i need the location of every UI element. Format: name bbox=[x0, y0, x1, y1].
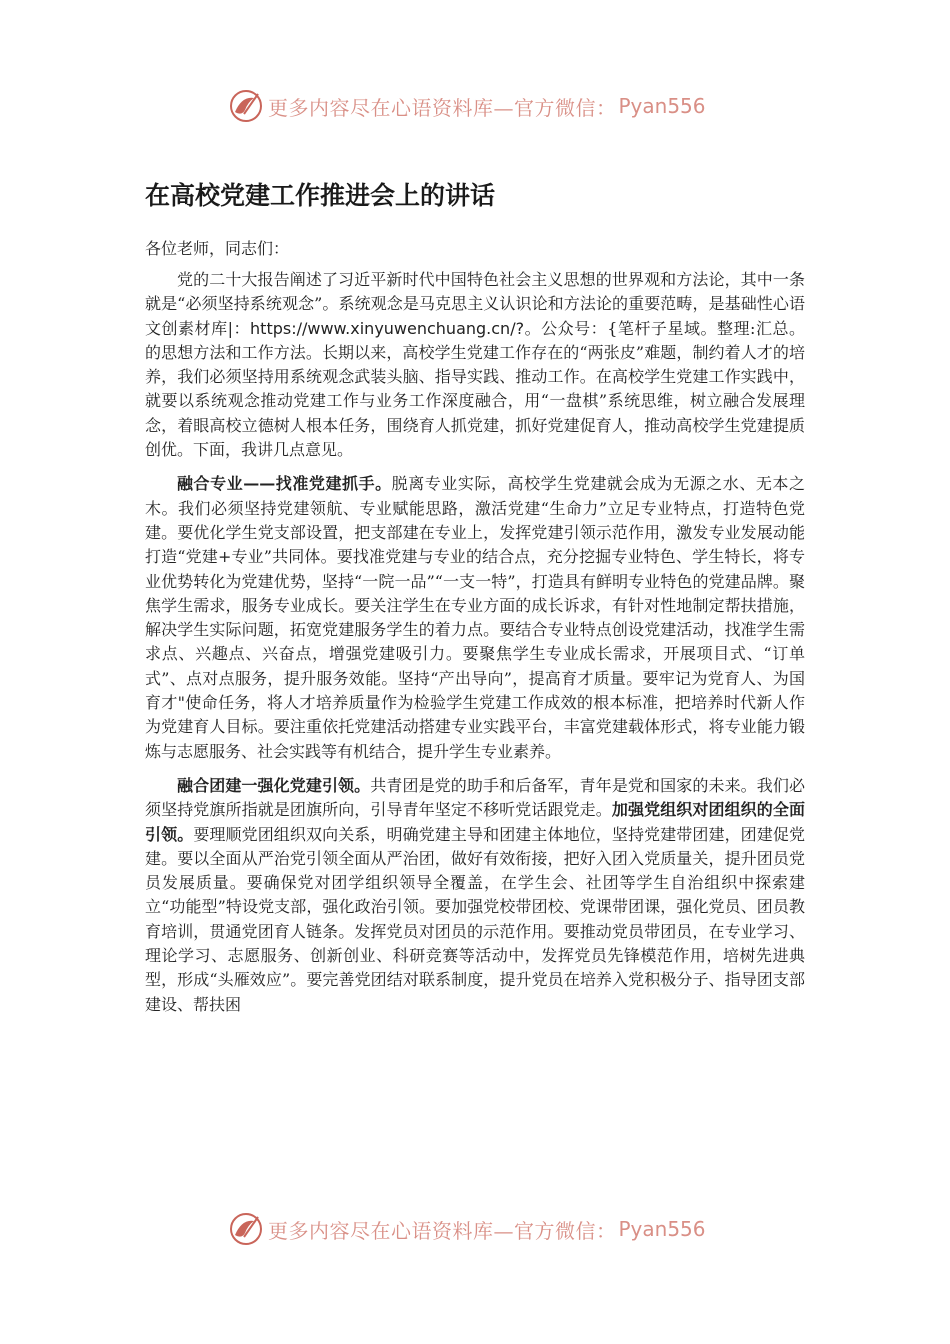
source-url: https://www.xinyuwenchuang.cn/? bbox=[250, 318, 525, 338]
logo-icon bbox=[228, 88, 264, 124]
banner-text: 更多内容尽在心语资料库—官方微信： bbox=[268, 95, 617, 120]
section-heading-league: 融合团建一强化党建引领。 bbox=[177, 775, 371, 795]
banner-wechat-id: Pyan556 bbox=[618, 1217, 706, 1241]
paragraph-intro bbox=[145, 268, 805, 462]
subheading-guidance: 加强党组织对团组织的全面引领。 bbox=[145, 800, 805, 844]
banner-wechat-id: Pyan556 bbox=[618, 94, 706, 118]
header-banner bbox=[228, 86, 748, 126]
greeting: 各位老师，同志们： bbox=[145, 239, 290, 258]
document-body bbox=[145, 178, 805, 1027]
section-heading-major: 融合专业——找准党建抓手。 bbox=[177, 474, 392, 494]
paragraph-major bbox=[145, 472, 805, 764]
league-text-b: 要理顺党团组织双向关系，明确党建主导和团建主体地位，坚持党建带团建，团建促党建。要以全面从严治党引领全面从严治团，做好有效衔接，把好入团入党质量关，提升团员党员发展质量。要确保党对团学组织领导全覆盖，在学生会、社团等学生自治组织中探索建立“功能型”特设党支部，强化政治引领。要加强党校带团校、党课带团课，强化党员、团员教育培训，贯通党团育人链条。发挥党员对团员的示范作用。要推动党员带团员，在专业学习、理论学习、志愿服务、创新创业、科研竞赛等活动中，发挥党员先锋模范作用，培树先进典型，形成“头雁效应”。要完善党团结对联系制度，提升党员在培养入党积极分子、指导团支部建设、帮扶困 bbox=[145, 824, 805, 1014]
logo-icon bbox=[228, 1211, 264, 1247]
banner-text: 更多内容尽在心语资料库—官方微信： bbox=[268, 1218, 617, 1243]
page-title: 在高校党建工作推进会上的讲话 bbox=[145, 181, 496, 210]
major-text: 脱离专业实际，高校学生党建就会成为无源之水、无本之木。我们必须坚持党建领航、专业赋能思路，激活党建“生命力”立足专业特点，打造特色党建。要优化学生党支部设置，把支部建在专业上，发挥党建引领示范作用，激发专业发展动能打造“党建+专业”共同体。要找准党建与专业的结合点，充分挖掘专业特色、学生特长，将专业优势转化为党建优势，坚持“一院一品”“一支一特”，打造具有鲜明专业特色的党建品牌。聚焦学生需求，服务专业成长。要关注学生在专业方面的成长诉求，有针对性地制定帮扶措施，解决学生实际问题，拓宽党建服务学生的着力点。要结合专业特点创设党建活动，找准学生需求点、兴趣点、兴奋点，增强党建吸引力。要聚焦学生专业成长需求，开展项目式、“订单式”、点对点服务，提升服务效能。坚持“产出导向”，提高育才质量。要牢记为党育人、为国育才"使命任务，将人才培养质量作为检验学生党建工作成效的根本标准，把培养时代新人作为党建育人目标。要注重依托党建活动搭建专业实践平台，丰富党建载体形式，将专业能力锻炼与志愿服务、社会实践等有机结合，提升学生专业素养。 bbox=[145, 474, 805, 761]
intro-text-b: 。公众号：{笔杆子星域。整理:汇总。的思想方法和工作方法。长期以来，高校学生党建工作存在的“两张皮”难题，制约着人才的培养，我们必须坚持用系统观念武装头脑、指导实践、推动工作。在高校学生党建工作实践中，就要以系统观念推动党建工作与业务工作深度融合，用“一盘棋”系统思维，树立融合发展理念，着眼高校立德树人根本任务，围绕育人抓党建，抓好党建促育人，推动高校学生党建提质创优。下面，我讲几点意见。 bbox=[145, 318, 805, 460]
paragraph-league bbox=[145, 774, 805, 1017]
league-text-a: 共青团是党的助手和后备军，青年是党和国家的未来。我们必须坚持党旗所指就是团旗所向，引导青年坚定不移听党话跟党走。 bbox=[145, 775, 805, 820]
intro-text-a: 党的二十大报告阐述了习近平新时代中国特色社会主义思想的世界观和方法论，其中一条就是“必须坚持系统观念”。系统观念是马克思主义认识论和方法论的重要范畴，是基础性心语文创素材库|： bbox=[145, 270, 805, 338]
footer-banner bbox=[228, 1209, 748, 1249]
